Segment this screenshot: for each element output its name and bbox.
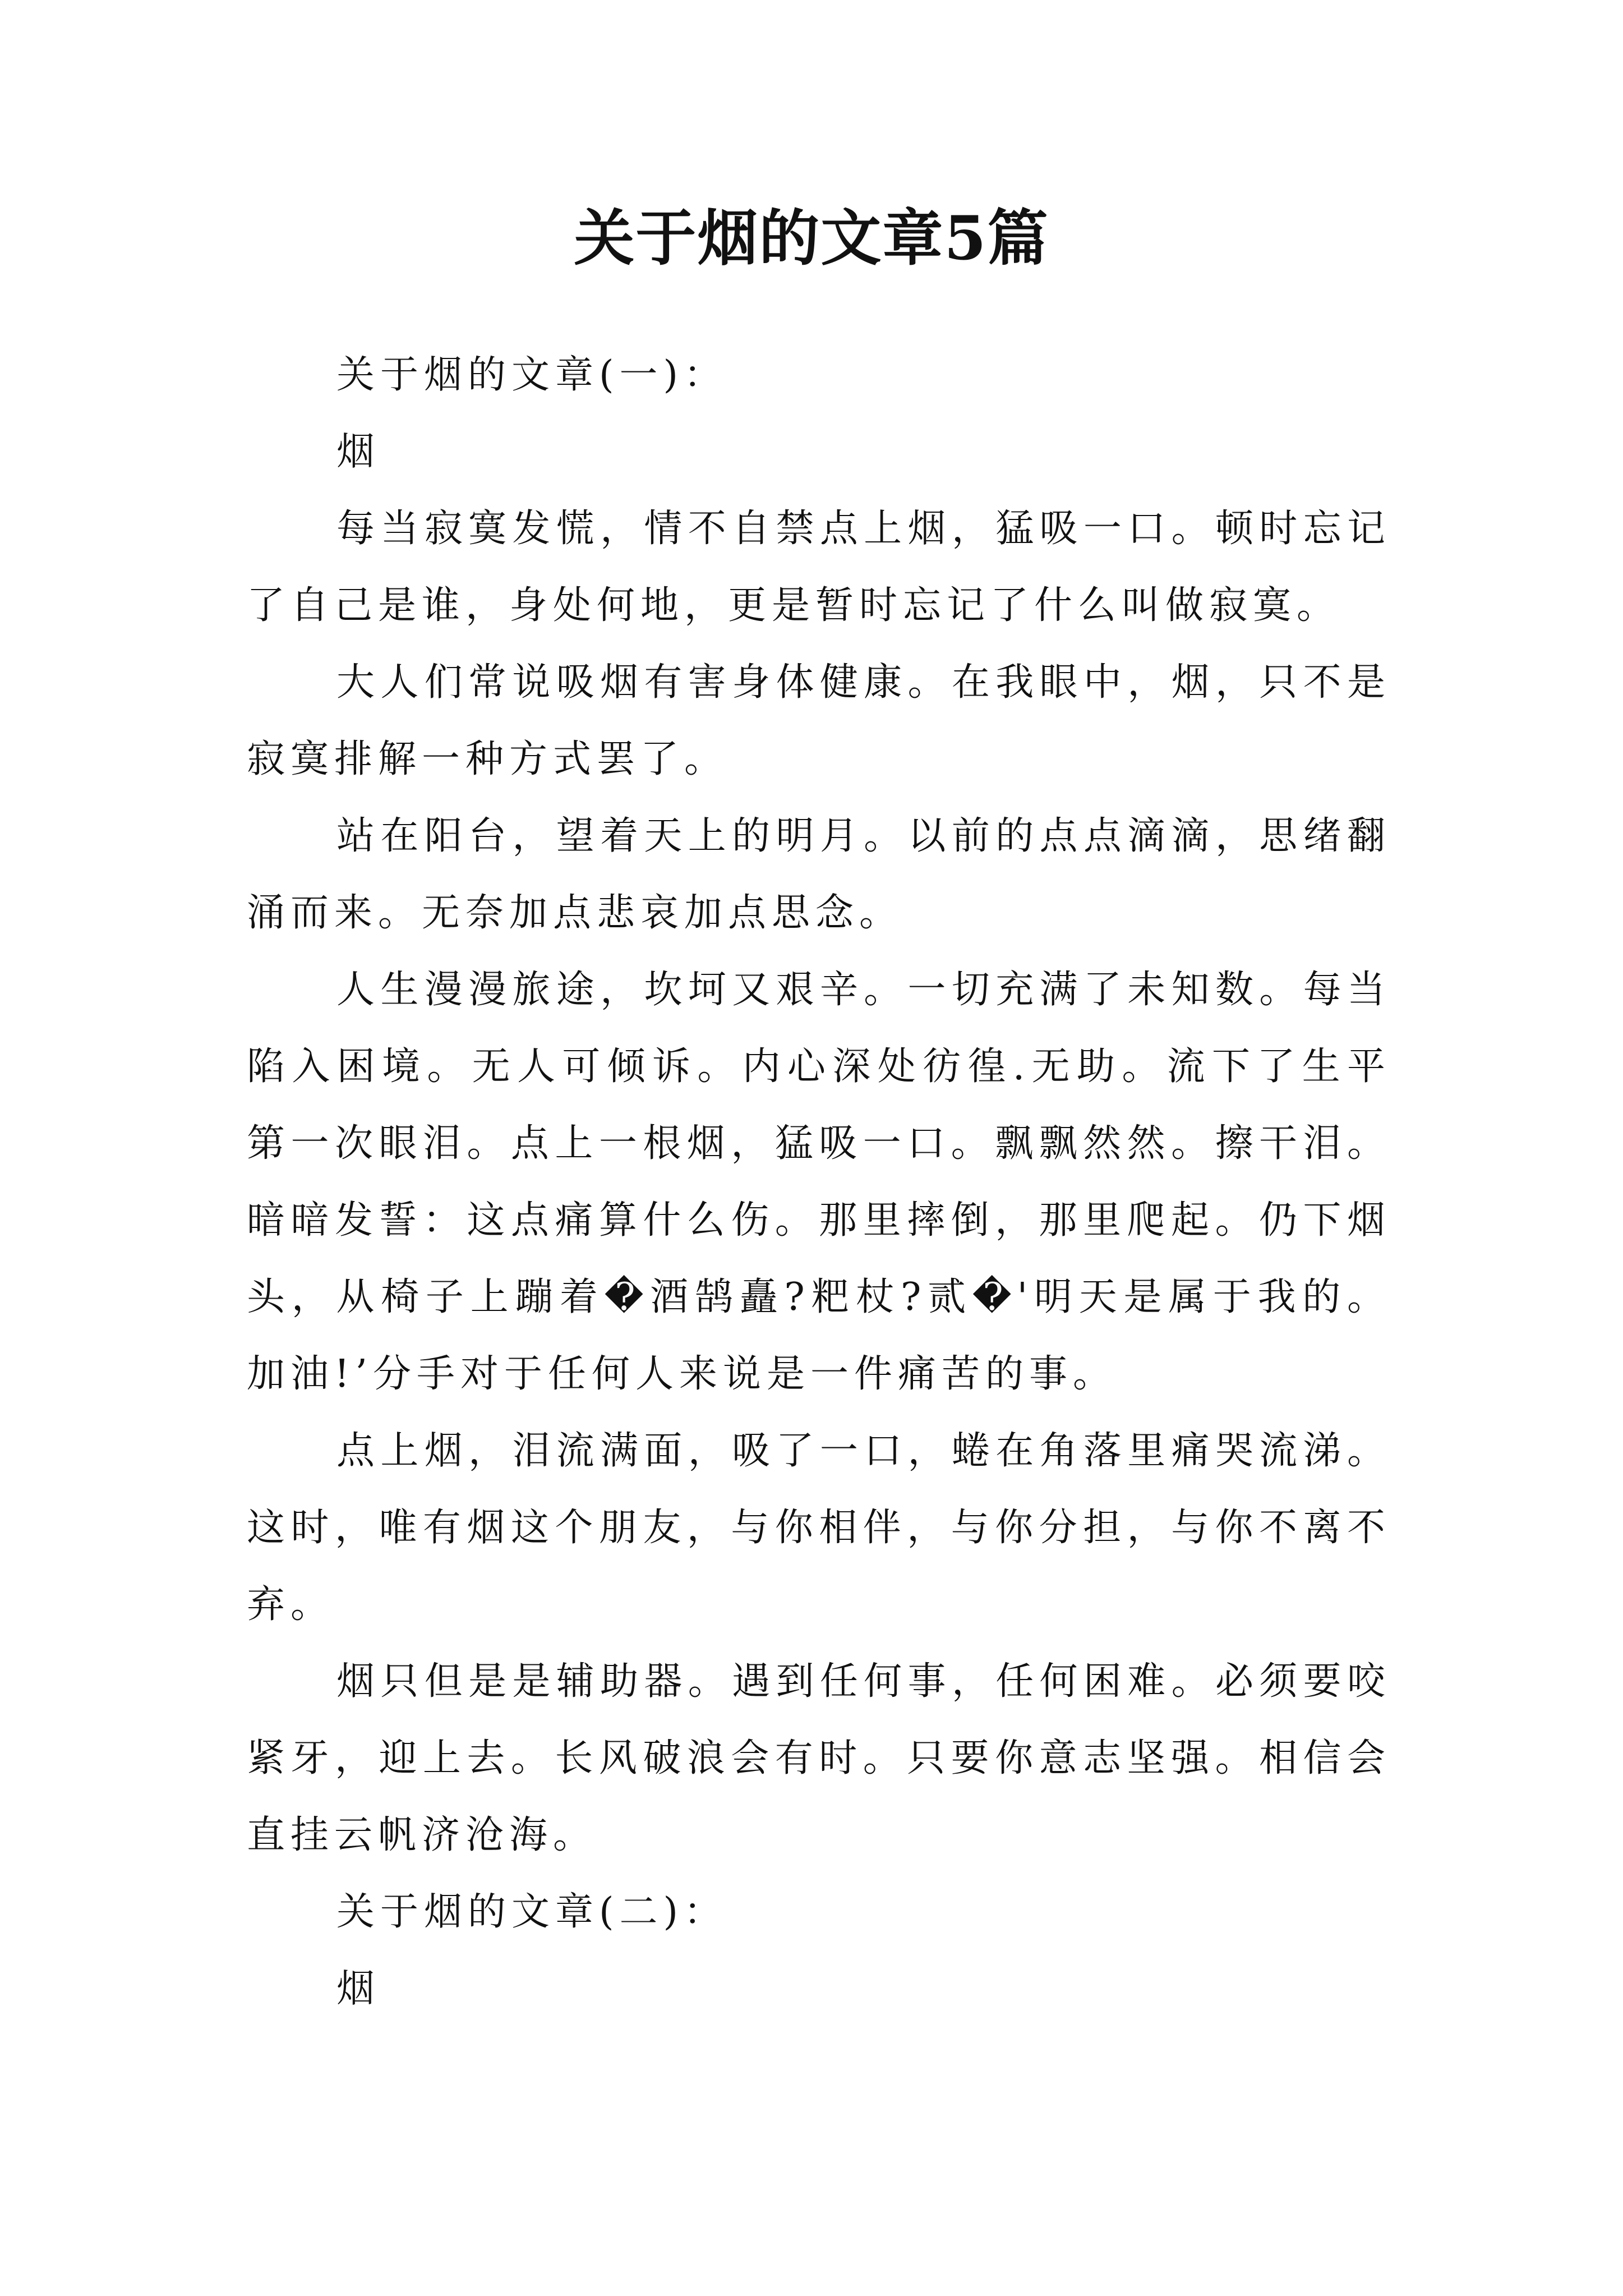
paragraph: 点上烟，泪流满面，吸了一口，蜷在角落里痛哭流涕。这时，唯有烟这个朋友，与你相伴，与你分担，与你不离不弃。 <box>247 1429 1391 1627</box>
paragraph: 站在阳台，望着天上的明月。以前的点点滴滴，思绪翻涌而来。无奈加点悲哀加点思念。 <box>247 814 1391 935</box>
paragraph: 人生漫漫旅途，坎坷又艰辛。一切充满了未知数。每当陷入困境。无人可倾诉。内心深处彷徨.无助。流下了生平第一次眼泪。点上一根烟，猛吸一口。飘飘然然。擦干泪。暗暗发誓：这点痛算什么伤。那里摔倒，那里爬起。仍下烟头，从椅子上蹦着�酒鹄矗?粑杖?贰�'明天是属于我的。加油!’分手对于任何人来说是一件痛苦的事。 <box>247 968 1391 1396</box>
document-body <box>247 337 1391 2027</box>
article-title: 烟 <box>336 430 381 474</box>
article-title: 烟 <box>336 1967 381 2011</box>
document-title: 关于烟的文章5篇 <box>574 203 1049 274</box>
paragraph: 大人们常说吸烟有害身体健康。在我眼中，烟，只不是寂寞排解一种方式罢了。 <box>247 660 1391 781</box>
section-heading: 关于烟的文章(一)： <box>336 353 728 397</box>
paragraph: 每当寂寞发慌，情不自禁点上烟，猛吸一口。顿时忘记了自己是谁，身处何地，更是暂时忘记了什么叫做寂寞。 <box>247 507 1391 628</box>
paragraph: 烟只但是是辅助器。遇到任何事，任何困难。必须要咬紧牙，迎上去。长风破浪会有时。只要你意志坚强。相信会直挂云帆济沧海。 <box>247 1659 1391 1857</box>
section-heading: 关于烟的文章(二)： <box>336 1890 728 1934</box>
